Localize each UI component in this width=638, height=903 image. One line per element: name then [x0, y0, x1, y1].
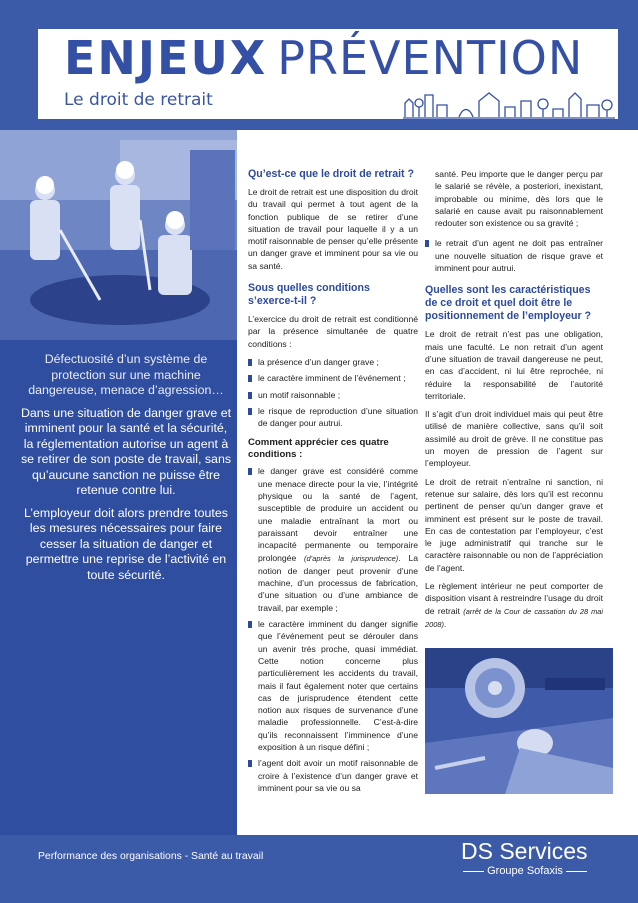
paragraph-text: . [443, 618, 447, 629]
section-heading: Sous quelles conditions s’exerce-t-il ? [248, 282, 370, 308]
footer-band [0, 835, 638, 903]
list-text: . La notion de danger peut provenir d’une machine, d’un processus de fabrication, d’une situation ou d’une ambiance de travail, par exemple ; [258, 552, 419, 613]
list-item: le retrait d’un agent ne doit pas entraîner une nouvelle situation de risque grave et imminent pour autrui. [425, 237, 603, 274]
divider [463, 871, 484, 872]
section-heading: Qu’est-ce que le droit de retrait ? [248, 168, 415, 180]
paragraph: L’exercice du droit de retrait est conditionné par la présence simultanée de quatre conditions : [248, 314, 418, 349]
sidebar-lead: Défectuosité d’un système de protection sur une machine dangereuse, menace d’agression… [28, 352, 224, 397]
list-text: le danger grave est considéré comme une menace directe pour la vie, l’intégrité physique ou la santé de l’agent, susceptible de produire un accident ou une maladie entraînant la mort ou paraissant devoir entraîner une incapacité permanente ou temporaire prolongée [258, 466, 418, 563]
title-box [38, 29, 618, 119]
divider [566, 871, 587, 872]
citation: (d’après la jurisprudence) [304, 553, 399, 563]
section-heading: Quelles sont les caractéristiques de ce droit et quel doit être le positionnement de l’employeur ? [425, 284, 591, 323]
footer-text: Performance des organisations - Santé au travail [38, 851, 264, 862]
paragraph-text: Le règlement intérieur ne peut comporter de disposition visant à restreindre l’usage du droit de retrait [425, 581, 603, 616]
paragraph: Il s’agit d’un droit individuel mais qui peut être utilisé de manière collective, sans qu’il soit assimilé au droit de grève. Il ne constitue pas un moyen de pression de l’agent sur l’employeur. [425, 409, 603, 469]
paragraph: Le droit de retrait est une disposition du droit du travail qui permet à tout agent de la fonction publique de se retirer d’une situation de travail pour laquelle il y a un motif raisonnable de penser qu’elle présente un danger grave et imminent pour sa vie ou sa santé. [248, 187, 418, 271]
list-item: la présence d’un danger grave ; [248, 356, 418, 368]
list-item: santé. Peu importe que le danger perçu par le salarié se révèle, a posteriori, inexistant, improbable ou minime, dès lors que le salarié en cause avait pu raisonnablement redouter son existence ou sa gravité ; [435, 169, 603, 229]
column-2 [425, 168, 603, 637]
assessment-list-end [425, 237, 603, 274]
title-light: PRÉVENTION [277, 31, 584, 85]
list-item: l’agent doit avoir un motif raisonnable de croire à l’existence d’un danger grave et imminent pour sa vie ou sa [248, 757, 418, 794]
sidebar-text [20, 352, 232, 590]
list-item: le risque de reproduction d’une situation de danger pour autrui. [248, 405, 418, 430]
logo-groupe-sofaxis [460, 865, 590, 877]
paragraph: Le droit de retrait n’est pas une obligation, mais une faculté. Le non retrait d’un agent d’une situation de travail dangereuse ne peut, en cas d’accident, ni lui être reprochée, ni réduire la responsabilité de l’autorité territoriale. [425, 329, 603, 401]
sidebar [0, 130, 237, 855]
conditions-list [248, 356, 418, 429]
city-skyline-illustration [403, 89, 615, 119]
assessment-list-continued [425, 168, 603, 229]
logo-ds-services: DS Services [461, 838, 588, 864]
list-item: un motif raisonnable ; [248, 389, 418, 401]
sidebar-paragraph: L’employeur doit alors prendre toutes les mesures nécessaires pour faire cesser la situation de danger et permettre une reprise de l’activité en toute sécurité. [24, 505, 228, 582]
paragraph: Le droit de retrait n’entraîne ni sanction, ni retenue sur salaire, dès lors qu’il est reconnu pertinent de penser qu’un danger grave et imminent est présent sur le poste de travail. En cas de contestation par l’employeur, c’est le juge administratif qui tranche sur le caractère raisonnable ou non de l’appréciation de l’agent. [425, 476, 603, 573]
list-item [248, 465, 418, 614]
citation: (arrêt de la Cour de cassation du 28 mai 2008) [425, 606, 604, 629]
list-item: le caractère imminent du danger signifie que l’événement peut se dérouler dans un avenir très proche, quasi immédiat. Cette notion concerne plus particulièrement les accidents du travail, mais il faut également noter que certains cas de jurisprudence étendent cette notion aux risques de survenance d’une maladie professionnelle. C’est-à-dire qu’ils reconnaissent l’imminence d’une exposition à un risque défini ; [248, 618, 418, 753]
subheading: Comment apprécier ces quatre conditions : [248, 437, 389, 461]
paragraph [425, 580, 603, 631]
header-band [0, 0, 638, 130]
workers-digging-photo [0, 130, 237, 340]
column-1 [248, 168, 418, 802]
sidebar-paragraph: Dans une situation de danger grave et imminent pour la santé et la sécurité, la réglementation autorise un agent à se retirer de son poste de travail, sans qu’aucune sanction ne puisse être retenue contre lui. [20, 405, 232, 497]
list-item: le caractère imminent de l’événement ; [248, 372, 418, 384]
logo-sub-text: Groupe Sofaxis [487, 865, 563, 877]
title-bold: ENJEUX [64, 31, 268, 85]
page-subtitle: Le droit de retrait [64, 90, 213, 110]
mechanic-photo [425, 648, 613, 794]
assessment-list [248, 465, 418, 794]
page-title [64, 31, 583, 85]
